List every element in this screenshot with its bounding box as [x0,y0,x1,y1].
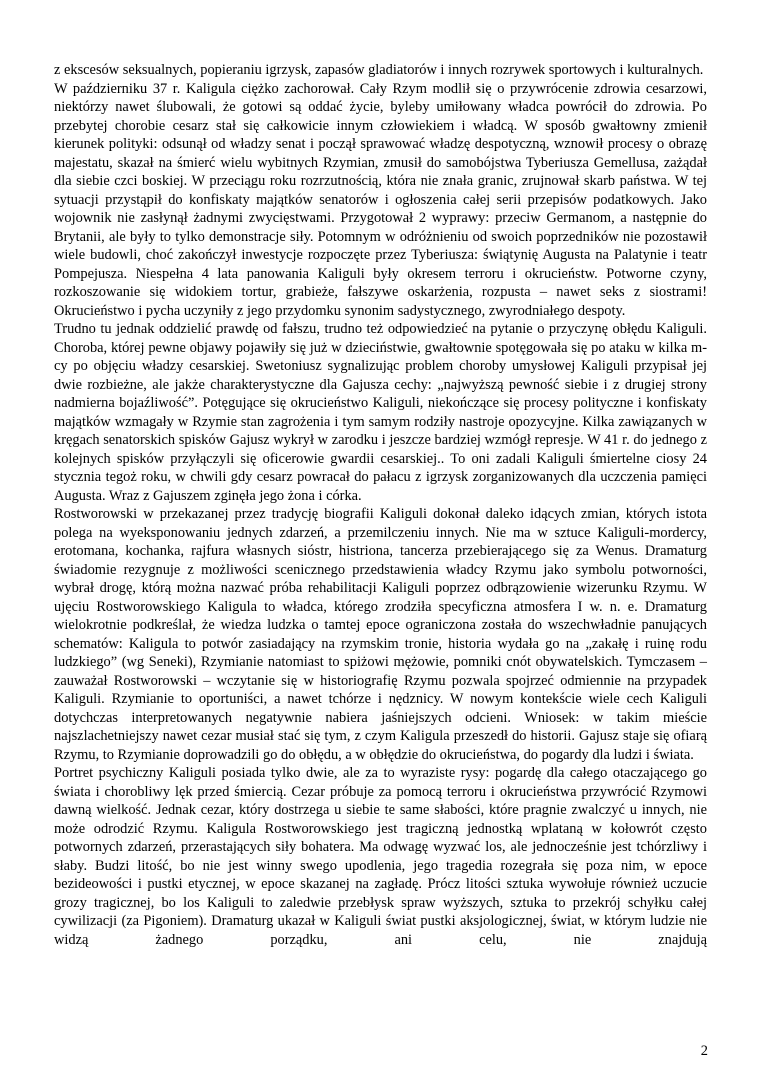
paragraph: z ekscesów seksualnych, popieraniu igrzysk, zapasów gladiatorów i innych rozrywek sportowych i kulturalnych. [54,62,704,78]
body-text [54,61,707,949]
paragraph-last: Portret psychiczny Kaliguli posiada tylko dwie, ale za to wyraziste rysy: pogardę dla całego otaczającego go świata i chorobliwy lęk przed śmiercią. Cezar próbuje za pomocą terroru i okrucieństwa przywrócić Rzymowi dawną wielkość. Jednak cezar, który dostrzega u siebie te same słabości, które pragnie zwalczyć u innych, nie może odrodzić Rzymu. Kaligula Rostworowskiego jest tragiczną jednostką wplataną w kołowrót często potwornych zdarzeń, przerastających siły bohatera. Ma odwagę wyzwać los, ale jednocześnie jest tchórzliwy i słaby. Budzi litość, bo nie jest winny swego upodlenia, jego tragedia rozegrała się poza nim, w epoce bezideowości i pustki etycznej, w epoce skazanej na zagładę. Prócz litości sztuka wywołuje również uczucie grozy tragicznej, bo los Kaliguli to zaledwie przebłysk spraw wyższych, sztuka to przekrój schyłku całej cywilizacji (za Pigoniem). Dramaturg ukazał w Kaliguli świat pustki aksjologicznej, świat, w którym ludzie nie widzą żadnego porządku, ani celu, nie znajdują [54,765,707,948]
paragraph: Trudno tu jednak oddzielić prawdę od fałszu, trudno też odpowiedzieć na pytanie o przyczynę obłędu Kaliguli. Choroba, której pewne objawy pojawiły się już w dzieciństwie, gwałtownie spotęgowała się po ataku w kilka m-cy po objęciu władzy cesarskiej. Swetoniusz sygnalizując problem choroby umysłowej Kaliguli przypisał jej dwie rozbieżne, ale jakże charakterystyczne dla Gajusza cechy: „najwyższą pewność siebie i z drugiej strony nadmierna bojaźliwość”. Potęgujące się okrucieństwo Kaliguli, niekończące się procesy polityczne i konfiskaty majątków wzmagały w Rzymie stan zagrożenia i tym samym rodziły nastroje opozycyjne. Kilka zawiązanych w kręgach senatorskich spisków Gajusz wykrył w zarodku i jeszcze bardziej wzmógł represje. W 41 r. do jednego z kolejnych spisków przyłączyli się oficerowie gwardii cesarskiej.. To oni zadali Kaliguli śmiertelne ciosy 24 stycznia tegoż roku, w chwili gdy cesarz powracał do pałacu z igrzysk zorganizowanych dla uczczenia pamięci Augusta. Wraz z Gajuszem zginęła jego żona i córka. [54,321,707,504]
paragraph: W październiku 37 r. Kaligula ciężko zachorował. Cały Rzym modlił się o przywrócenie zdrowia cesarzowi, niektórzy nawet ślubowali, że gotowi są oddać życie, byleby umiłowany władca powrócił do zdrowia. Po przebytej chorobie cesarz stał się całkowicie innym człowiekiem i władcą. W sposób gwałtowny zmienił kierunek polityki: odsunął od władzy senat i począł sprawować władzę despotyczną, wznowił procesy o obrazę majestatu, skazał na śmierć wielu wybitnych Rzymian, zmusił do samobójstwa Tyberiusza Gemellusa, zażądał dla siebie czci boskiej. W przeciągu roku rozrzutnością, która nie znała granic, zrujnował skarb państwa. W tej sytuacji przystąpił do konfiskaty majątków senatorów i ogłoszenia całej serii przepisów podatkowych. Jako wojownik nie zasłynął żadnymi zwycięstwami. Przygotował 2 wyprawy: przeciw Germanom, a następnie do Brytanii, ale były to tylko demonstracje siły. Potomnym w odróżnieniu od swoich poprzedników nie pozostawił wiele budowli, choć zakończył inwestycje rozpoczęte przez Tyberiusza: świątynię Augusta na Palatynie i teatr Pompejusza. Niespełna 4 lata panowania Kaliguli były okresem terroru i okrucieństw. Potworne czyny, rozkoszowanie się widokiem tortur, grabieże, fałszywe oskarżenia, rozpusta – nawet seks z siostrami! Okrucieństwo i pycha uczyniły z jego przydomku synonim sadystycznego, zwyrodniałego despoty. [54,80,707,319]
paragraph: Rostworowski w przekazanej przez tradycję biografii Kaliguli dokonał daleko idących zmian, których istota polega na wyeksponowaniu jednych zdarzeń, a przemilczeniu innych. Nie ma w sztuce Kaliguli-mordercy, erotomana, kochanka, rajfura własnych sióstr, histriona, tancerza przebierającego się za Wenus. Dramaturg świadomie rezygnuje z możliwości scenicznego przedstawienia władcy Rzymu jako symbolu potworności, wybrał drogę, którą można nazwać próba rehabilitacji Kaliguli poprzez odbrązowienie wizerunku Rzymu. W ujęciu Rostworowskiego Kaligula to władca, którego zrodziła specyficzna atmosfera I w. n. e. Dramaturg wielokrotnie podkreślał, że wiedza ludzka o tamtej epoce ograniczona została do wszechwładnie panujących schematów: Kaligula to potwór zasiadający na rzymskim tronie, historia wydała go na „zakałę i ruinę rodu ludzkiego” (wg Seneki), Rzymianie natomiast to spiżowi mężowie, pomniki cnót obywatelskich. Tymczasem – zauważał Rostworowski – wczytanie się w historiografię Rzymu pozwala spojrzeć odmiennie na przypadek Kaliguli. Rzymianie to oportuniści, a nawet tchórze i nędznicy. W nowym kontekście wiele cech Kaliguli dotychczas interpretowanych negatywnie nabiera jaśniejszych odcieni. Wniosek: w takim mieście najszlachetniejszy nawet cezar musiał stać się tym, z czym Kaligula przeszedł do historii. Gajusz staje się ofiarą Rzymu, to Rzymianie doprowadzili go do obłędu, a w obłędzie do okrucieństwa, do pogardy dla ludzi i świata. [54,506,707,763]
page-number: 2 [700,1043,708,1059]
